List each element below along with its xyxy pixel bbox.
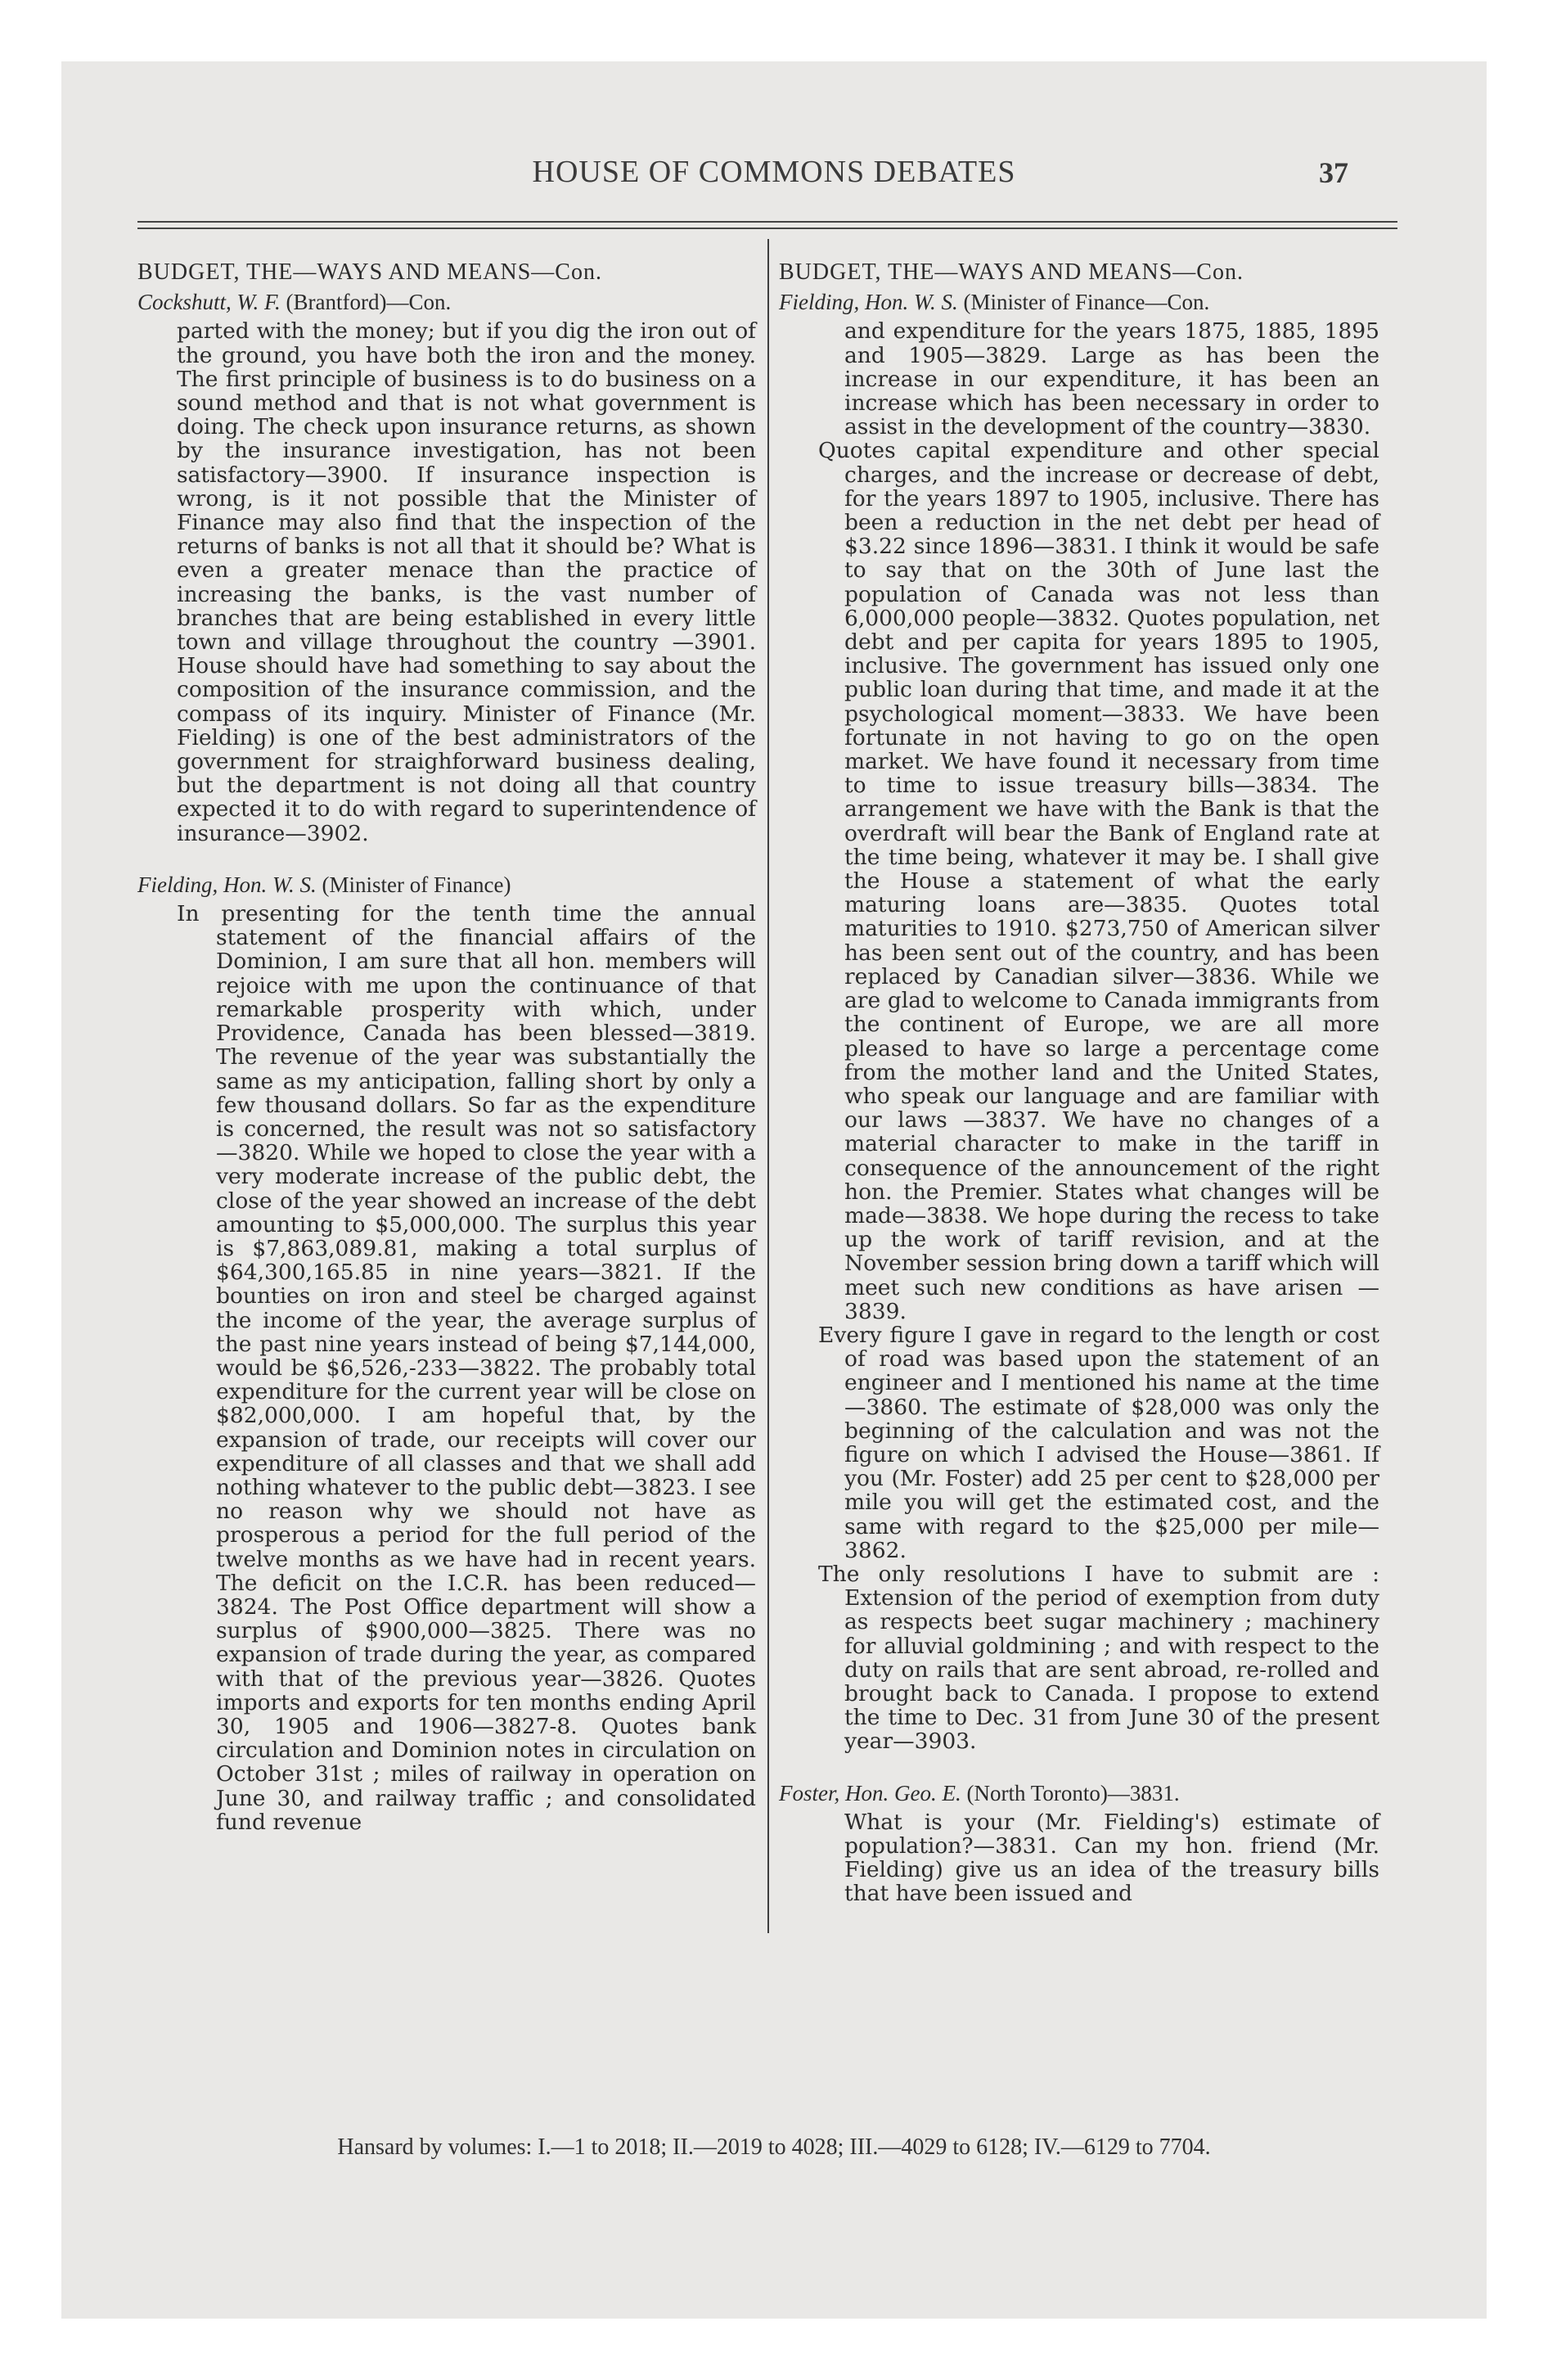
debate-paragraph: In presenting for the tenth time the annual statement of the financial affairs of the Dominion, I am sure that all hon. members will rejoice with me upon the continuance of that remarkable prosperity with which, under Providence, Canada has been blessed—3819. The revenue of the year was substantially the same as my anticipation, falling short by only a few thousand dollars. So far as the expenditure is concerned, the result was not so satisfactory—3820. While we hoped to close the year with a very moderate increase of the public debt, the close of the year showed an increase of the debt amounting to $5,000,000. The surplus this year is $7,863,089.81, making a total surplus of $64,300,165.85 in nine years—3821. If the bounties on iron and steel be charged against the income of the year, the average surplus of the past nine years instead of being $7,144,000, would be $6,526,-233—3822. The probably total expenditure for the current year will be close on $82,000,000. I am hopeful that, by the expansion of trade, our receipts will cover our expenditure of all classes and that we shall add nothing whatever to the public debt—3823. I see no reason why we should not have as prosperous a period for the full period of the twelve months as we have had in recent years. The deficit on the I.C.R. has been reduced—3824. The Post Office department will show a surplus of $900,000—3825. There was no expansion of trade during the year, as compared with that of the previous year—3826. Quotes imports and exports for ten months ending April 30, 1905 and 1906—3827-8. Quotes bank circulation and Dominion notes in circulation on October 31st ; miles of railway in operation on June 30, and railway traffic ; and consolidated fund revenue — [177, 901, 756, 1835]
debate-paragraph: Quotes capital expenditure and other special charges, and the increase or decrease of debt, for the years 1897 to 1905, inclusive. There has been a reduction in the net debt per head of $3.22 since 1896—3831. I think it would be safe to say that on the 30th of June last the population of Canada was not less than 6,000,000 people—3832. Quotes population, net debt and per capita for years 1895 to 1905, inclusive. The government has issued only one public loan during that time, and made it at the psychological moment—3833. We have been fortunate in not having to go on the open market. We have found it necessary from time to time to issue treasury bills—3834. The arrangement we have with the Bank is that the overdraft will bear the Bank of England rate at the time being, whatever it may be. I shall give the House a statement of what the early maturing loans are—3835. Quotes total maturities to 1910. $273,750 of American silver has been sent out of the country, and has been replaced by Canadian silver—3836. While we are glad to welcome to Canada immigrants from the continent of Europe, we are all more pleased to have so large a percentage come from the mother land and the United States, who speak our language and are familiar with our laws —3837. We have no changes of a material character to make in the tariff in consequence of the announcement of the right hon. the Premier. States what changes will be made—3838. We hope during the recess to take up the work of tariff revision, and at the November session bring down a tariff which will meet such new conditions as have arisen —3839. — [818, 438, 1379, 1324]
debate-paragraph: Every figure I gave in regard to the length or cost of road was based upon the statement of an engineer and I mentioned his name at the time—3860. The estimate of $28,000 was only the beginning of the calculation and was not the figure on which I advised the House—3861. If you (Mr. Foster) add 25 per cent to $28,000 per mile you will get the estimated cost, and the same with regard to the $25,000 per mile—3862. — [818, 1322, 1379, 1563]
page-footer: Hansard by volumes: I.—1 to 2018; II.—2019 to 4028; III.—4029 to 6128; IV.—6129 to 7704. — [337, 2134, 1211, 2160]
speaker-name: Fielding, Hon. W. S. — [137, 872, 317, 897]
section-heading: BUDGET, THE—WAYS AND MEANS—Con. — [137, 259, 602, 285]
speaker-riding: (Minister of Finance—Con. — [963, 290, 1210, 315]
debate-paragraph: The only resolutions I have to submit are : Extension of the period of exemption from duty as respects beet sugar machinery ; machinery for alluvial goldmining ; and with respect to the duty on rails that are sent abroad, re-rolled and brought back to Canada. I propose to extend the time to Dec. 31 from June 30 of the present year—3903. — [818, 1561, 1379, 1755]
speaker-name: Fielding, Hon. W. S. — [779, 290, 958, 315]
header-rule — [137, 221, 1397, 223]
debate-paragraph: parted with the money; but if you dig the iron out of the ground, you have both the iron and the money. The first principle of business is to do business on a sound method and that is not what government is doing. The check upon insurance returns, as shown by the insurance investigation, has not been satisfactory—3900. If insurance inspection is wrong, is it not possible that the Minister of Finance may also find that the inspection of the returns of banks is not all that it should be? What is even a greater menace than the practice of increasing the banks, is the vast number of branches that are being established in every little town and village throughout the country —3901. House should have had something to say about the composition of the insurance commission, and the compass of its inquiry. Minister of Finance (Mr. Fielding) is one of the best administrators of the government for straighforward business dealing, but the department is not doing all that country expected it to do with regard to superintendence of insurance—3902. — [177, 318, 756, 846]
speaker-line — [779, 291, 1379, 314]
left-column — [137, 260, 756, 1834]
speaker-riding: (Brantford)—Con. — [286, 290, 452, 315]
speaker-line — [137, 291, 756, 314]
speaker-line — [137, 873, 756, 897]
speaker-name: Cockshutt, W. F. — [137, 290, 281, 315]
header-rule-double — [137, 228, 1397, 229]
page-number: 37 — [1319, 156, 1348, 189]
debate-paragraph: What is your (Mr. Fielding's) estimate of population?—3831. Can my hon. friend (Mr. Fielding) give us an idea of the treasury bills that have been issued and — [844, 1809, 1379, 1907]
section-heading: BUDGET, THE—WAYS AND MEANS—Con. — [779, 259, 1244, 285]
speaker-riding: (Minister of Finance) — [322, 872, 511, 897]
speaker-name: Foster, Hon. Geo. E. — [779, 1780, 961, 1805]
page-header-title: HOUSE OF COMMONS DEBATES — [532, 155, 1016, 189]
speaker-riding: (North Toronto)—3831. — [966, 1780, 1180, 1805]
right-column — [779, 260, 1379, 1906]
column-divider — [767, 239, 769, 1933]
speaker-line — [779, 1782, 1379, 1805]
debate-paragraph: and expenditure for the years 1875, 1885, 1895 and 1905—3829. Large as has been the increase in our expenditure, it has been an increase which has been necessary in order to assist in the development of the country—3830. — [844, 318, 1379, 440]
